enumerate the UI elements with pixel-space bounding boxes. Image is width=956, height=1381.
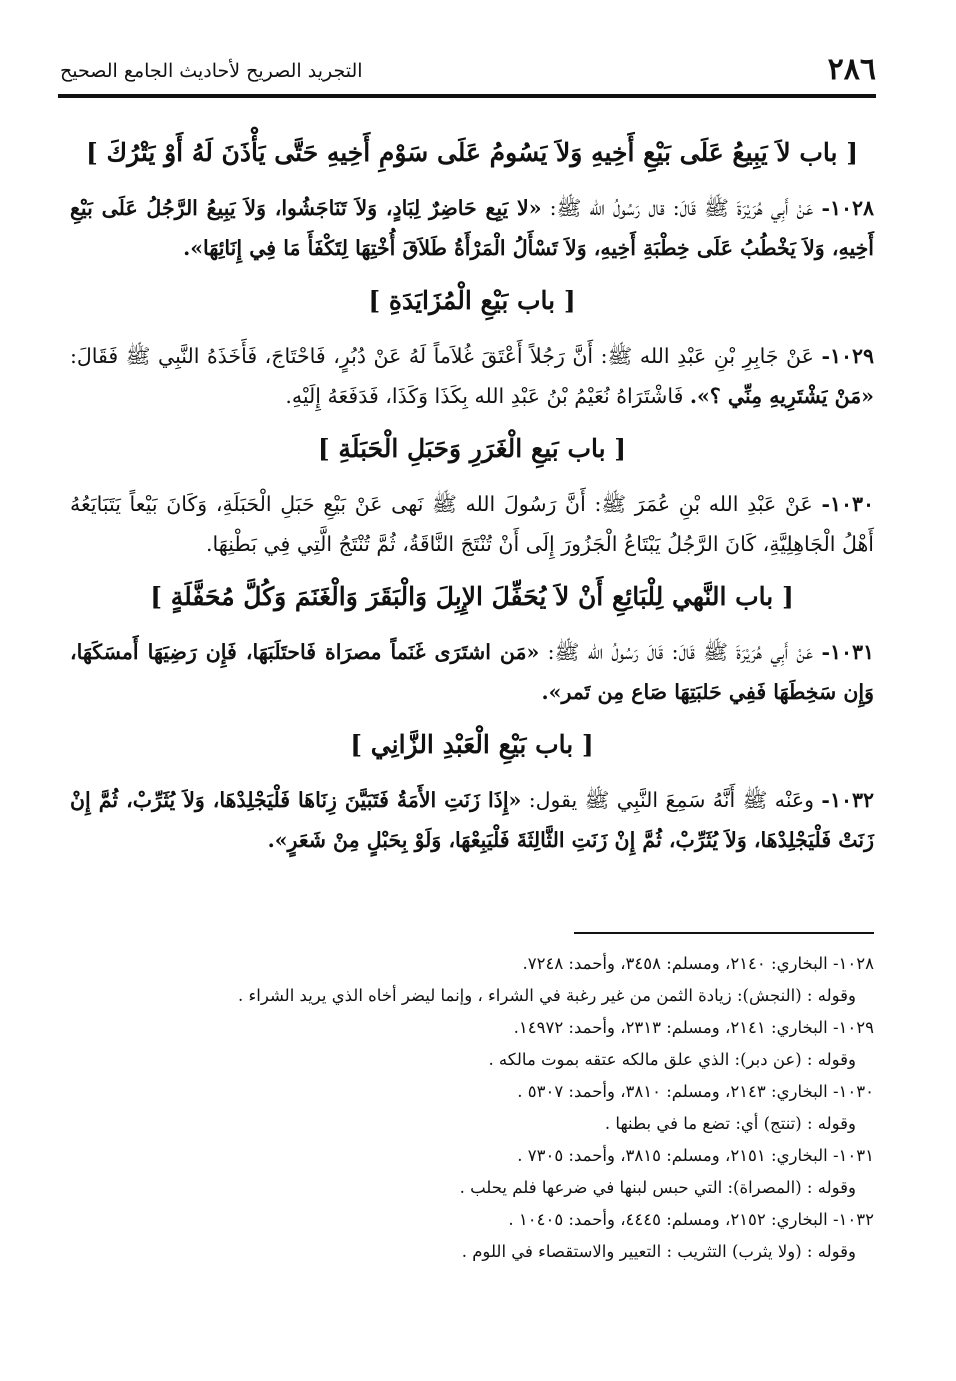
hadith-tail: فَاشْتَرَاهُ نُعَيْمُ بْنُ عَبْدِ الله بِكَذَا وَكَذَا، فَدَفَعَهُ إِلَيْهِ. (285, 384, 684, 408)
book-title: التجريد الصريح لأحاديث الجامع الصحيح (60, 60, 363, 82)
footnote-reference: ١٠٢٨- البخاري: ٢١٤٠، ومسلم: ٣٤٥٨، وأحمد: ٧٢٤٨. (522, 954, 874, 973)
chapter-heading: [ باب لاَ يَبِيعُ عَلَى بَيْعِ أَخِيهِ وَلاَ يَسُومُ عَلَى سَوْمِ أَخِيهِ حَتَّى يَأْذَنَ لَهُ أَوْ يَتْرُكَ ] (85, 138, 859, 167)
hadith-quote: «لا يَبِع حَاضِرٌ لِبَادٍ، وَلاَ تَنَاجَشُوا، وَلاَ يَبِيعُ الرَّجُلُ عَلَى بَيْعِ أَخِيهِ، وَلاَ يَخْطُبُ عَلَى خِطْبَةِ أَخِيهِ، وَلاَ تَسْأَلُ الْمَرْأَةُ طَلاَقَ أُخْتِهَا لِتَكْفَأَ مَا فِي إِنَائِهَا». (70, 196, 874, 260)
hadith-number: ١٠٢٨- (821, 196, 874, 220)
footnote-gloss: وقوله : (النجش): زيادة الثمن من غير رغبة في الشراء ، وإنما ليضر أخاه الذي يريد الشراء . (238, 986, 856, 1005)
hadith-quote: «إِذَا زَنَتِ الأَمَةُ فَتَبَيَّنَ زِنَاهَا فَلْيَجْلِدْهَا، وَلاَ يُثَرِّبْ، ثُمَّ إِنْ زَنَتْ فَلْيَجْلِدْهَا، وَلاَ يُثَرِّبْ، ثُمَّ إِنْ زَنَتِ الثَّالِثَةَ فَلْيَبِعْهَا، وَلَوْ بِحَبْلٍ مِنْ شَعَرٍ». (70, 788, 874, 852)
hadith-quote: «مَن اشتَرَى غَنَماً مصرَاة فَاحتَلَبَهَا، فَإِن رَضِيَهَا أَمسَكَهَا، وَإِن سَخِطَهَا فَفِي حَلبَتِهَا صَاع مِن تَمر». (70, 640, 874, 704)
hadith-number: ١٠٢٩- (821, 344, 874, 368)
hadith-intro: وعَنْه ﷺ أَنَّهُ سَمِعَ النَّبِي ﷺ يقول: (528, 788, 815, 812)
footnote-rule (574, 932, 874, 934)
hadith-intro: عَنْ جَابِرِ بْنِ عَبْدِ الله ﷺ: أَنَّ رَجُلاً أَعْتَقَ غُلاَماً لَهُ عَنْ دُبُرٍ، فَاحْتَاجَ، فَأَخَذَهُ النَّبِي ﷺ فَقَالَ: (70, 344, 814, 368)
hadith-number: ١٠٣٠- (821, 492, 874, 516)
hadith-number: ١٠٣٢- (821, 788, 874, 812)
hadith-intro: عَنْ أَبِي هُرَيْرَةَ ﷺ قَالَ: قال رَسُولُ الله ﷺ: (549, 196, 814, 220)
hadith-paragraph (70, 780, 874, 860)
footnotes (90, 948, 874, 1268)
page-number: ٢٨٦ (827, 52, 876, 87)
footnote-gloss: وقوله : (تنتج) أي: تضع ما في بطنها . (604, 1114, 856, 1133)
running-head (60, 52, 876, 96)
chapter-heading: [ باب بَيعِ الْغَرَرِ وَحَبَلِ الْحَبَلَةِ ] (317, 434, 627, 463)
main-text (70, 132, 874, 872)
hadith-paragraph (70, 336, 874, 416)
footnote-reference: ١٠٣٠- البخاري: ٢١٤٣، ومسلم: ٣٨١٠، وأحمد: ٥٣٠٧ . (517, 1082, 874, 1101)
hadith-intro: عَنْ عَبْدِ الله بْنِ عُمَرَ ﷺ: أَنَّ رَسُولَ الله ﷺ نَهى عَنْ بَيْعِ حَبَلِ الْحَبَلَةِ، وَكَانَ بَيْعاً يَتَبَايَعُهُ أَهْلُ الْجَاهِلِيَّةِ، كَانَ الرَّجُلُ يَبْتَاعُ الْجَزُورَ إِلَى أَنْ تُنْتَجَ النَّاقَةُ، ثُمَّ تُنْتَجُ الَّتِي فِي بَطْنِهَا. (70, 492, 874, 556)
footnote-gloss: وقوله : (ولا يثرب) التثريب : التعيير والاستقصاء في اللوم . (461, 1242, 856, 1261)
footnote-reference: ١٠٣١- البخاري: ٢١٥١، ومسلم: ٣٨١٥، وأحمد: ٧٣٠٥ . (517, 1146, 874, 1165)
hadith-paragraph (70, 484, 874, 564)
footnote-reference: ١٠٣٢- البخاري: ٢١٥٢، ومسلم: ٤٤٤٥، وأحمد: ١٠٤٠٥ . (508, 1210, 874, 1229)
footnote-reference: ١٠٢٩- البخاري: ٢١٤١، ومسلم: ٢٣١٣، وأحمد: ١٤٩٧٢. (513, 1018, 874, 1037)
chapter-heading: [ باب بَيْعِ الْعَبْدِ الزَّانِي ] (350, 730, 594, 759)
hadith-number: ١٠٣١- (821, 640, 874, 664)
chapter-heading: [ باب النَّهي لِلْبَائِعِ أَنْ لاَ يُحَفِّلَ الإِبِلَ وَالْبَقَرَ وَالْغَنَمَ وَكُلَّ مُحَفَّلَةٍ ] (150, 582, 794, 611)
chapter-heading: [ باب بَيْعِ الْمُزَايَدَةِ ] (368, 286, 576, 315)
hadith-paragraph (70, 188, 874, 268)
header-rule (58, 94, 876, 98)
footnote-gloss: وقوله : (المصراة): التي حبس لبنها في ضرعها فلم يحلب . (459, 1178, 856, 1197)
hadith-intro: عَنْ أَبِي هُرَيْرَةَ ﷺ قَالَ: قَالَ رَسُولُ الله ﷺ: (547, 640, 814, 664)
footnote-gloss: وقوله : (عن دبر): الذي علق مالكه عتقه بموت مالكه . (488, 1050, 856, 1069)
hadith-paragraph (70, 632, 874, 712)
hadith-quote: «مَنْ يَشْتَرِيهِ مِنِّي ؟». (689, 384, 874, 408)
